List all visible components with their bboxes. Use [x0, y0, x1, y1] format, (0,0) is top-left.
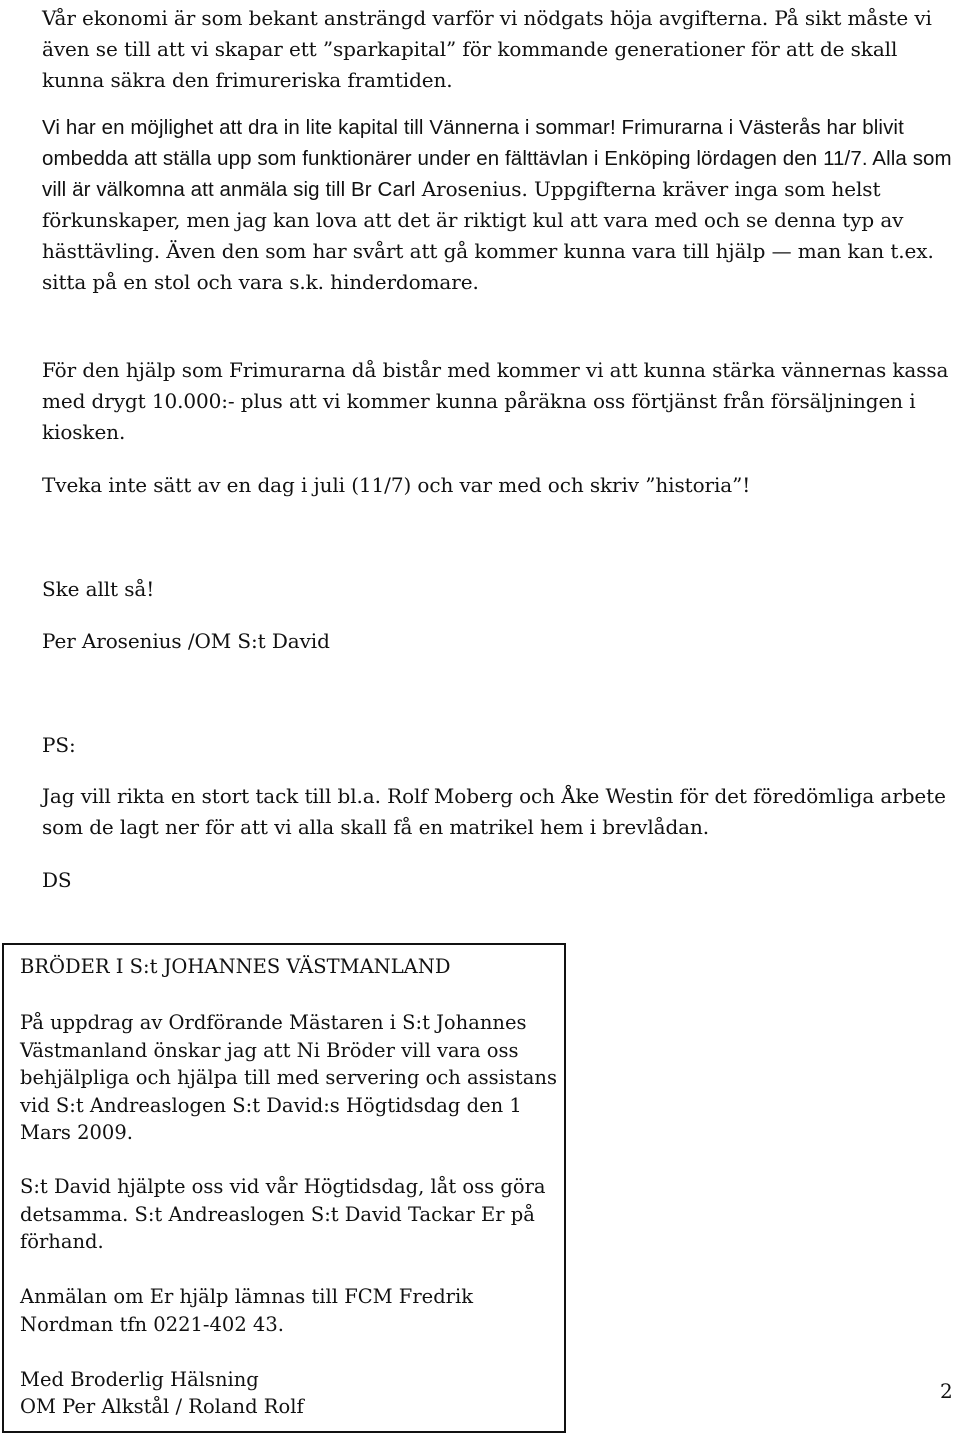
ps-text: Jag vill rikta en stort tack till bl.a. Rolf Moberg och Åke Westin för det föredömliga arbete som de lagt ner för att vi alla skall få en matrikel hem i brevlådan. — [42, 784, 946, 839]
closing-line: Ske allt så! — [42, 577, 155, 601]
paragraph-economy: Vår ekonomi är som bekant ansträngd varför vi nödgats höja avgifterna. På sikt måste vi även se till att vi skapar ett ”sparkapital” för kommande generationer för att de skall kunna säkra den frimureriska framtiden. — [42, 6, 932, 92]
paragraph-opportunity — [42, 112, 957, 298]
paragraph-help: För den hjälp som Frimurarna då bistår med kommer vi att kunna stärka vännernas kassa med drygt 10.000:- plus att vi kommer kunna påräkna oss förtjänst från försäljningen i kiosken. — [42, 358, 949, 444]
paragraph-opportunity-rest: Arosenius. Uppgifterna kräver inga som helst förkunskaper, men jag kan lova att det är riktigt kul att vara med och se denna typ av hästtävling. Även den som har svårt att gå kommer kunna vara till hjälp — man kan t.ex. sitta på en stol och vara s.k. hinderdomare. — [42, 177, 934, 294]
notice-box — [2, 943, 566, 1433]
notice-greeting: Med Broderlig Hälsning — [20, 1368, 259, 1391]
notice-thanks-paragraph: S:t David hjälpte oss vid vår Högtidsdag, låt oss göra detsamma. S:t Andreaslogen S:t David Tackar Er på förhand. — [20, 1175, 546, 1253]
signature-line: Per Arosenius /OM S:t David — [42, 629, 330, 653]
paragraph-opportunity-intro: Vi har en möjlighet att dra in lite kapital till Vännerna i sommar! Frimurarna i Västerås har blivit ombedda att ställa upp som funktionärer under en fälttävlan i Enköping lördagen den 11/7. Alla som vill är välkomna att anmäla sig till Br Carl — [42, 116, 952, 201]
notice-signatories: OM Per Alkstål / Roland Rolf — [20, 1395, 304, 1418]
notice-contact-paragraph: Anmälan om Er hjälp lämnas till FCM Fredrik Nordman tfn 0221-402 43. — [20, 1285, 474, 1336]
ps-label: PS: — [42, 733, 76, 757]
notice-heading: BRÖDER I S:t JOHANNES VÄSTMANLAND — [20, 955, 451, 978]
notice-request-paragraph: På uppdrag av Ordförande Mästaren i S:t Johannes Västmanland önskar jag att Ni Bröder vill vara oss behjälpliga och hjälpa till med servering och assistans vid S:t Andreaslogen S:t David:s Högtidsdag den 1 Mars 2009. — [20, 1011, 557, 1144]
ds-label: DS — [42, 868, 72, 892]
page-number: 2 — [940, 1379, 953, 1403]
paragraph-hesitate: Tveka inte sätt av en dag i juli (11/7) och var med och skriv ”historia”! — [42, 473, 751, 497]
